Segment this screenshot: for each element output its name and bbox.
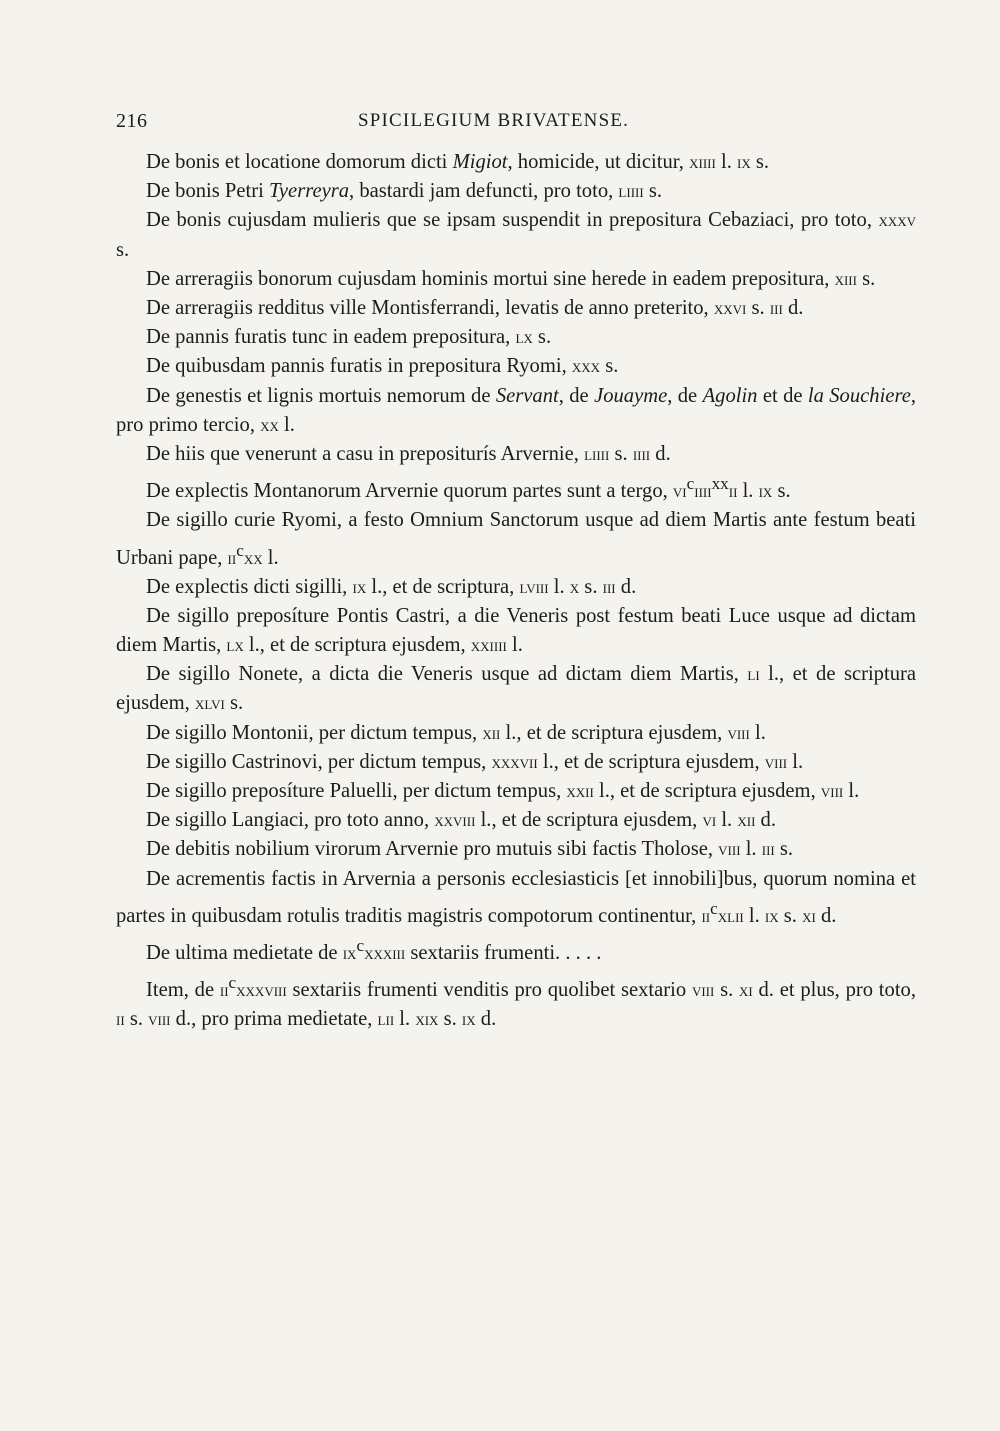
- entry-text: De explectis dicti sigilli,: [146, 575, 353, 598]
- account-entry: [116, 865, 916, 931]
- entry-text: s.: [643, 180, 662, 203]
- account-entry: [116, 323, 916, 352]
- account-entry: [116, 602, 916, 660]
- roman-numeral: viii: [764, 751, 788, 772]
- entry-text: Item, de: [146, 978, 220, 1001]
- entry-text: De pannis furatis tunc in eadem prepositura,: [146, 326, 516, 349]
- roman-numeral: ix: [461, 1008, 476, 1029]
- numeral-superscript: c: [686, 474, 695, 494]
- roman-numeral: xiiii: [689, 152, 716, 172]
- entry-text: s.: [224, 692, 244, 715]
- roman-numeral: iiii: [694, 481, 712, 502]
- entry-text: s.: [579, 575, 603, 598]
- numeral-superscript: c: [228, 972, 237, 992]
- entry-text: De bonis Petri: [146, 180, 269, 203]
- entry-text: s.: [746, 297, 770, 320]
- entry-text: De quibusdam pannis furatis in prepositura Ryomi,: [146, 355, 572, 378]
- roman-numeral: xxiiii: [470, 634, 507, 655]
- roman-numeral: xlvi: [194, 693, 225, 714]
- page-number: 216: [116, 110, 148, 132]
- roman-numeral: xxviii: [434, 810, 476, 831]
- entry-text: l.: [749, 721, 766, 744]
- account-entry: [116, 968, 916, 1034]
- entry-text: De debitis nobilium virorum Arvernie pro mutuis sibi factis Tholose,: [146, 838, 719, 861]
- entry-text: d. et plus, pro toto,: [752, 978, 916, 1001]
- place-name: Jouayme: [594, 384, 668, 407]
- entry-text: d.: [815, 904, 837, 927]
- entry-text: , de: [558, 384, 595, 407]
- entry-text: l.: [843, 779, 860, 802]
- entry-text: l., et de scriptura ejusdem,: [593, 779, 821, 802]
- numeral-superscript: xx: [711, 474, 729, 494]
- entry-text: s.: [750, 151, 770, 173]
- entry-text: d.: [650, 443, 671, 466]
- place-name: la Souchiere: [807, 384, 911, 407]
- roman-numeral: iiii: [632, 444, 651, 465]
- roman-numeral: xxii: [566, 780, 594, 801]
- account-entry: [116, 177, 916, 206]
- entry-text: d., pro prima medietate,: [170, 1007, 378, 1030]
- account-entry: [116, 382, 916, 440]
- roman-numeral: iii: [602, 576, 616, 597]
- entry-text: s.: [600, 355, 619, 378]
- entry-text: l.: [787, 750, 804, 773]
- entry-text: sextariis frumenti venditis pro quolibet sextario: [286, 978, 692, 1001]
- entry-text: De bonis et locatione domorum dicti: [146, 151, 453, 173]
- entry-text: De sigillo Langiaci, pro toto anno,: [146, 809, 435, 832]
- roman-numeral: xii: [482, 722, 501, 743]
- account-entry: [116, 806, 916, 835]
- entry-text: De arreragiis redditus ville Montisferrandi, levatis de anno preterito,: [146, 297, 714, 320]
- entry-text: l.: [740, 838, 762, 861]
- entry-text: l.: [737, 480, 759, 503]
- roman-numeral: vi: [702, 810, 717, 831]
- entry-text: l.: [506, 633, 523, 656]
- entry-text: l.: [716, 809, 738, 832]
- roman-numeral: liiii: [584, 444, 610, 465]
- entry-text: sextariis frumenti. . . . .: [405, 941, 602, 964]
- roman-numeral: viii: [148, 1008, 171, 1029]
- roman-numeral: ix: [352, 576, 367, 597]
- account-entry: [116, 440, 916, 469]
- entry-text: , de: [667, 384, 703, 407]
- entry-text: l.: [715, 151, 737, 173]
- roman-numeral: xlii: [717, 905, 744, 926]
- entry-text: s.: [778, 904, 803, 927]
- entry-text: s.: [116, 238, 130, 261]
- entry-text: De sigillo Montonii, per dictum tempus,: [146, 721, 483, 744]
- entry-text: d.: [615, 575, 637, 598]
- account-entry: [116, 835, 916, 864]
- numeral-superscript: c: [356, 935, 365, 955]
- entry-text: De sigillo preposíture Paluelli, per dictum tempus,: [146, 779, 567, 802]
- roman-numeral: xxxv: [878, 210, 916, 231]
- entry-text: , bastardi jam defuncti, pro toto,: [349, 180, 619, 203]
- entry-text: De hiis que venerunt a casu in prepositurís Arvernie,: [146, 443, 585, 466]
- account-entry: [116, 748, 916, 777]
- entry-text: De bonis cujusdam mulieris que se ipsam suspendit in prepositura Cebaziaci, pro toto,: [146, 209, 879, 232]
- account-entry: [116, 777, 916, 806]
- numeral-superscript: c: [236, 540, 244, 560]
- entry-text: l.: [262, 546, 279, 569]
- entry-text: s.: [772, 480, 791, 503]
- roman-numeral: liiii: [618, 181, 644, 202]
- entry-text: l., et de scriptura ejusdem,: [537, 750, 765, 773]
- roman-numeral: viii: [718, 839, 741, 860]
- roman-numeral: xiii: [834, 268, 857, 289]
- roman-numeral: xix: [415, 1008, 439, 1029]
- account-entry: [116, 294, 916, 323]
- account-entry: [116, 265, 916, 294]
- place-name: Agolin: [702, 384, 758, 407]
- entry-text: l., et de scriptura ejusdem,: [243, 633, 471, 656]
- account-entry: [116, 206, 916, 264]
- entry-text: s.: [438, 1007, 462, 1030]
- entry-text: l.: [394, 1007, 416, 1030]
- entry-text: l., et de scriptura ejusdem,: [116, 663, 916, 715]
- roman-numeral: xxxvii: [491, 751, 538, 772]
- entry-text: De sigillo curie Ryomi, a festo Omnium Sanctorum usque ad diem Martis ante festum beati Urbani pape,: [116, 509, 916, 569]
- roman-numeral: xx: [243, 547, 263, 568]
- entry-text: s.: [124, 1007, 149, 1030]
- roman-numeral: ii: [728, 481, 738, 502]
- roman-numeral: ii: [219, 979, 229, 1000]
- entry-text: De sigillo Nonete, a dicta die Veneris usque ad dictam diem Martis,: [146, 663, 748, 686]
- roman-numeral: x: [569, 576, 580, 597]
- account-entry: [116, 660, 916, 718]
- roman-numeral: xxvi: [713, 298, 747, 319]
- entry-text: d.: [475, 1007, 497, 1030]
- entry-text: l., et de scriptura ejusdem,: [475, 809, 703, 832]
- roman-numeral: xi: [739, 979, 753, 1000]
- entry-text: s.: [774, 838, 794, 861]
- entry-text: De ultima medietate de: [146, 941, 343, 964]
- roman-numeral: viii: [820, 780, 844, 801]
- roman-numeral: ix: [737, 152, 751, 172]
- roman-numeral: xii: [737, 810, 756, 831]
- roman-numeral: ix: [342, 942, 357, 963]
- entry-text: De explectis Montanorum Arvernie quorum partes sunt a tergo,: [146, 480, 673, 503]
- entry-text: l.: [548, 575, 570, 598]
- entry-text: s.: [532, 326, 552, 349]
- entry-text: d.: [755, 809, 776, 832]
- entry-text: d.: [782, 297, 804, 320]
- roman-numeral: xxxiii: [364, 942, 406, 963]
- entry-text: l.: [278, 413, 295, 436]
- roman-numeral: lviii: [519, 576, 549, 597]
- entry-text: De acrementis factis in Arvernia a personis ecclesiasticis [et innobili]bus, quorum nomina et partes in quibusdam rotulis traditis magistris compotorum continentur,: [116, 867, 916, 927]
- roman-numeral: iii: [769, 298, 783, 319]
- roman-numeral: li: [747, 664, 760, 685]
- roman-numeral: viii: [691, 979, 715, 1000]
- entry-text: , pro primo tercio,: [116, 384, 916, 436]
- roman-numeral: lx: [515, 327, 533, 348]
- entry-text: s.: [856, 267, 876, 290]
- place-name: Servant: [495, 384, 559, 407]
- entry-text: s.: [714, 978, 740, 1001]
- roman-numeral: ix: [764, 905, 779, 926]
- account-entry: [116, 148, 916, 177]
- account-entry: [116, 931, 916, 968]
- roman-numeral: iii: [761, 839, 775, 860]
- entry-text: s.: [609, 443, 633, 466]
- entry-text: l.: [743, 904, 765, 927]
- entry-text: l., et de scriptura,: [366, 575, 520, 598]
- page-header: [116, 110, 916, 140]
- entry-text: De sigillo preposíture Pontis Castri, a die Veneris post festum beati Luce usque ad dictam diem Martis,: [116, 604, 916, 656]
- entry-text: et de: [757, 384, 808, 407]
- place-name: Migiot: [452, 151, 508, 173]
- roman-numeral: vi: [672, 481, 687, 502]
- account-entry: [116, 469, 916, 506]
- numeral-superscript: c: [710, 898, 718, 918]
- roman-numeral: viii: [727, 722, 750, 743]
- account-entry: [116, 352, 916, 381]
- entry-text: De arreragiis bonorum cujusdam hominis mortui sine herede in eadem prepositura,: [146, 267, 835, 290]
- roman-numeral: lx: [226, 634, 244, 655]
- roman-numeral: xi: [802, 905, 816, 926]
- entry-text: l., et de scriptura ejusdem,: [500, 721, 728, 744]
- account-entry: [116, 719, 916, 748]
- entry-text: , homicide, ut dicitur,: [507, 151, 690, 173]
- roman-numeral: ii: [116, 1008, 125, 1029]
- running-title: SPICILEGIUM BRIVATENSE.: [358, 110, 630, 131]
- account-entries: [116, 148, 916, 1034]
- account-entry: [116, 506, 916, 572]
- account-entry: [116, 573, 916, 602]
- roman-numeral: xxxviii: [236, 979, 287, 1000]
- roman-numeral: xxx: [571, 356, 601, 377]
- roman-numeral: ii: [701, 905, 711, 926]
- roman-numeral: lii: [377, 1008, 395, 1029]
- roman-numeral: xx: [260, 414, 279, 435]
- roman-numeral: ix: [758, 481, 773, 502]
- entry-text: De genestis et lignis mortuis nemorum de: [146, 384, 496, 407]
- entry-text: De sigillo Castrinovi, per dictum tempus,: [146, 750, 492, 773]
- roman-numeral: ii: [227, 547, 237, 568]
- place-name: Tyerreyra: [268, 180, 350, 203]
